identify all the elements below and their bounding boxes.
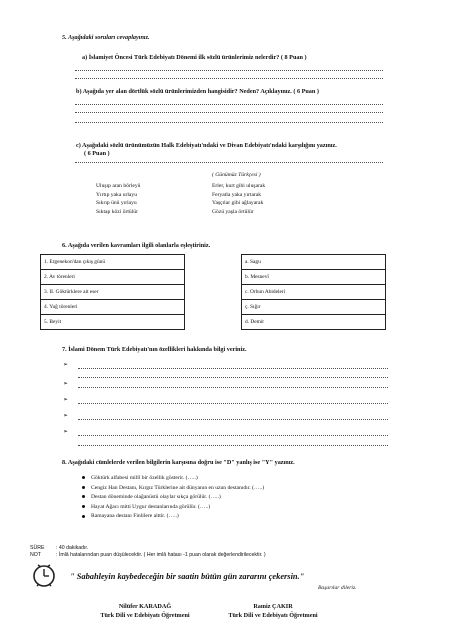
statement: Göktürk alfabesi millî bir özellik gösterir. (…..) — [91, 475, 198, 481]
poem-line: Erler, kurt gibi uluşarak — [212, 183, 266, 189]
q5-title: 5. Aşağıdaki soruları cevaplayınız. — [62, 34, 150, 41]
answer-line[interactable] — [75, 104, 383, 105]
note-value: : İmlâ hatalarından puan düşülecektir. ( Her imlâ hatası -1 puan olarak değerlendirilecektir. ) — [56, 552, 266, 558]
poem-modern — [212, 182, 265, 216]
answer-line[interactable] — [78, 403, 388, 404]
list-item[interactable] — [82, 474, 264, 484]
bullet-arrow-icon: ➢ — [63, 428, 69, 435]
bullet-icon — [82, 495, 85, 498]
poem-line: Sıktap közi örtülür — [96, 208, 138, 215]
match-gap[interactable] — [185, 255, 242, 330]
right-item: d. Demir — [241, 315, 385, 330]
answer-line[interactable] — [75, 122, 383, 123]
bullet-icon — [82, 476, 85, 479]
answer-line[interactable] — [78, 445, 388, 446]
answer-line[interactable] — [75, 78, 383, 79]
motivational-quote: " Sabahleyin kaybedeceğin bir saatin bütün gün zararını çekersin." — [70, 572, 305, 581]
statement: Destan döneminde olağanüstü olaylar sıkça görülür. (…..) — [91, 494, 221, 501]
bullet-arrow-icon: ➢ — [63, 396, 69, 403]
list-item[interactable] — [82, 484, 264, 494]
q8-title: 8. Aşağıdaki cümlelerde verilen bilgilerin karşısına doğru ise "D" yanlış ise "Y" yazınız. — [62, 459, 295, 466]
left-item: 5. Beyit — [41, 315, 185, 330]
answer-line[interactable] — [78, 368, 388, 369]
duration-value: : 40 dakikadır. — [56, 545, 89, 551]
teacher-2-title: Türk Dili ve Edebiyatı Öğretmeni — [228, 612, 318, 619]
note-label: NOT — [30, 552, 41, 558]
answer-line[interactable] — [75, 112, 383, 113]
poem-header: ( Günümüz Türkçesi ) — [212, 172, 261, 178]
answer-line[interactable] — [78, 435, 388, 436]
left-item: 2. Av törenleri — [41, 270, 185, 285]
duration-label: SÜRE — [30, 545, 45, 551]
q6-title: 6. Aşağıda verilen kavramları ilgili olanlarla eşleştiriniz. — [62, 242, 211, 249]
poem-line: Yaşçılar gibi ağlayarak — [212, 200, 264, 207]
q7-title: 7. İslami Dönem Türk Edebiyatı'nın özellikleri hakkında bilgi veriniz. — [62, 346, 247, 353]
table-row — [41, 255, 386, 270]
q5a-question: a) İslamiyet Öncesi Türk Edebiyatı Dönemi ilk sözlü ürünlerimiz nelerdir? ( 8 Puan ) — [82, 54, 307, 61]
bullet-icon — [82, 486, 85, 489]
bullet-arrow-icon: ➢ — [63, 361, 69, 368]
matching-table — [40, 254, 386, 330]
poem-line: Uluşıp aran börleyü — [96, 183, 141, 189]
left-item: 3. II. Göktürklere ait eser — [41, 285, 185, 300]
teacher-1-name: Nilüfer KARADAĞ — [118, 603, 172, 610]
statement: Hayat Ağacı mitti Uygur destanlarında görülür. (…..) — [91, 503, 211, 510]
exam-notes — [30, 545, 266, 559]
left-item: 1. Ergenekon'dan çıkış günü — [41, 255, 185, 270]
poem-line: Sıkrıp ünü yırlayu — [96, 200, 137, 207]
q5c-question: c) Aşağıdaki sözlü ürünümüzün Halk Edebiyatı'ndaki ve Divan Edebiyatı'ndaki karşılığını yazınız. — [76, 142, 337, 149]
good-luck-text: Başarılar dileriz. — [318, 585, 357, 591]
statement: Cengiz Han Destanı, Kırgız Türklerine ait dünyanın en uzun destanıdır. (…..) — [91, 484, 265, 491]
q5c-points: ( 6 Puan ) — [84, 150, 110, 157]
right-item: ç. Sığır — [241, 300, 385, 315]
answer-line[interactable] — [78, 377, 388, 378]
bullet-icon — [82, 515, 85, 518]
teacher-1-title: Türk Dili ve Edebiyatı Öğretmeni — [100, 612, 190, 619]
answer-line[interactable] — [78, 387, 388, 388]
answer-line[interactable] — [75, 162, 383, 163]
statement: Ramayana destanı Finlilere aittir. (…..) — [91, 513, 179, 520]
clock-icon — [32, 562, 56, 588]
answer-line[interactable] — [78, 419, 388, 420]
poem-line: Gözü yaşla örtülür — [212, 208, 254, 215]
poem-original — [96, 182, 140, 216]
bullet-icon — [82, 505, 85, 508]
right-item: a. Sagu — [241, 255, 385, 270]
left-item: 4. Yuğ törenleri — [41, 300, 185, 315]
teacher-2-name: Ramiz ÇAKIR — [253, 603, 293, 610]
poem-line: Feryatla yaka yırtarak — [212, 191, 262, 198]
list-item[interactable] — [82, 493, 264, 503]
bullet-arrow-icon: ➢ — [63, 412, 69, 419]
list-item[interactable] — [82, 503, 264, 513]
poem-line: Yırtıp yaka urlayu — [96, 191, 138, 198]
true-false-list — [82, 474, 264, 522]
bullet-arrow-icon: ➢ — [63, 380, 69, 387]
answer-line[interactable] — [75, 70, 383, 71]
q5b-question: b) Aşağıda yer alan dörtlük sözlü ürünlerimizden hangisidir? Neden? Açıklayınız. ( 6 Puan ) — [76, 88, 319, 95]
right-item: c. Orhun Abideleri — [241, 285, 385, 300]
right-item: b. Mesnevî — [241, 270, 385, 285]
list-item[interactable] — [82, 512, 264, 522]
